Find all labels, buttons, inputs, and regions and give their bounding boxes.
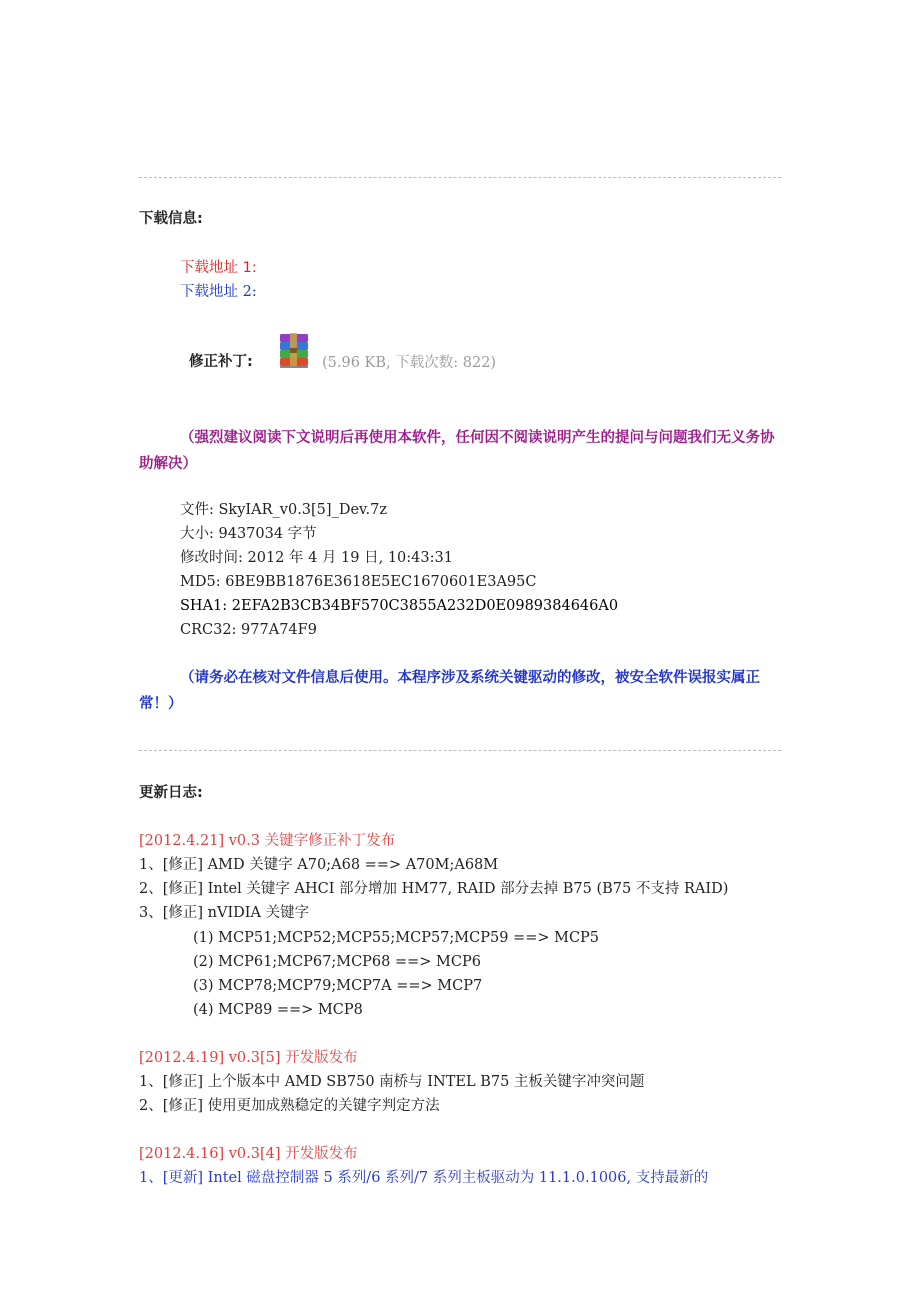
file-sha1: SHA1: 2EFA2B3CB34BF570C3855A232D0E0989384646A0 [180, 598, 619, 614]
release-title: [2012.4.21] v0.3 关键字修正补丁发布 [139, 833, 396, 849]
changelog-subitem: (2) MCP61;MCP67;MCP68 ==> MCP6 [193, 954, 481, 970]
release-title: [2012.4.19] v0.3[5] 开发版发布 [139, 1050, 358, 1066]
changelog-item: 1、[修正] AMD 关键字 A70;A68 ==> A70M;A68M [139, 857, 499, 873]
verify-file-warning: （请务必在核对文件信息后使用。本程序涉及系统关键驱动的修改，被安全软件误报实属正常！） [139, 670, 760, 712]
changelog-subitem: (1) MCP51;MCP52;MCP55;MCP57;MCP59 ==> MCP5 [193, 930, 600, 946]
changelog-subitem: (4) MCP89 ==> MCP8 [193, 1002, 363, 1018]
patch-file-meta: (5.96 KB, 下载次数: 822) [322, 355, 497, 371]
changelog-item: 3、[修正] nVIDIA 关键字 [139, 905, 310, 921]
changelog-item: 2、[修正] 使用更加成熟稳定的关键字判定方法 [139, 1098, 440, 1114]
changelog-item: 1、[更新] Intel 磁盘控制器 5 系列/6 系列/7 系列主板驱动为 11.1.0.1006, 支持最新的 [139, 1170, 709, 1186]
changelog-heading: 更新日志: [139, 785, 203, 801]
file-size: 大小: 9437034 字节 [180, 526, 317, 542]
divider-top [139, 177, 781, 178]
patch-label: 修正补丁: [189, 354, 253, 370]
file-name: 文件: SkyIAR_v0.3[5]_Dev.7z [180, 502, 387, 518]
download-link-1[interactable]: 下载地址 1: [180, 260, 257, 276]
divider-middle [139, 750, 781, 751]
read-instructions-warning: （强烈建议阅读下文说明后再使用本软件，任何因不阅读说明产生的提问与问题我们无义务协助解决） [139, 430, 775, 472]
file-md5: MD5: 6BE9BB1876E3618E5EC1670601E3A95C [180, 574, 537, 590]
winrar-archive-icon[interactable] [276, 332, 314, 370]
download-info-heading: 下载信息: [139, 211, 203, 227]
changelog-item: 2、[修正] Intel 关键字 AHCI 部分增加 HM77, RAID 部分去掉 B75 (B75 不支持 RAID) [139, 881, 729, 897]
file-crc32: CRC32: 977A74F9 [180, 622, 317, 638]
release-title: [2012.4.16] v0.3[4] 开发版发布 [139, 1146, 358, 1162]
file-modified-time: 修改时间: 2012 年 4 月 19 日, 10:43:31 [180, 550, 453, 566]
download-link-2[interactable]: 下载地址 2: [180, 284, 257, 300]
changelog-subitem: (3) MCP78;MCP79;MCP7A ==> MCP7 [193, 978, 483, 994]
changelog-item: 1、[修正] 上个版本中 AMD SB750 南桥与 INTEL B75 主板关键字冲突问题 [139, 1074, 645, 1090]
